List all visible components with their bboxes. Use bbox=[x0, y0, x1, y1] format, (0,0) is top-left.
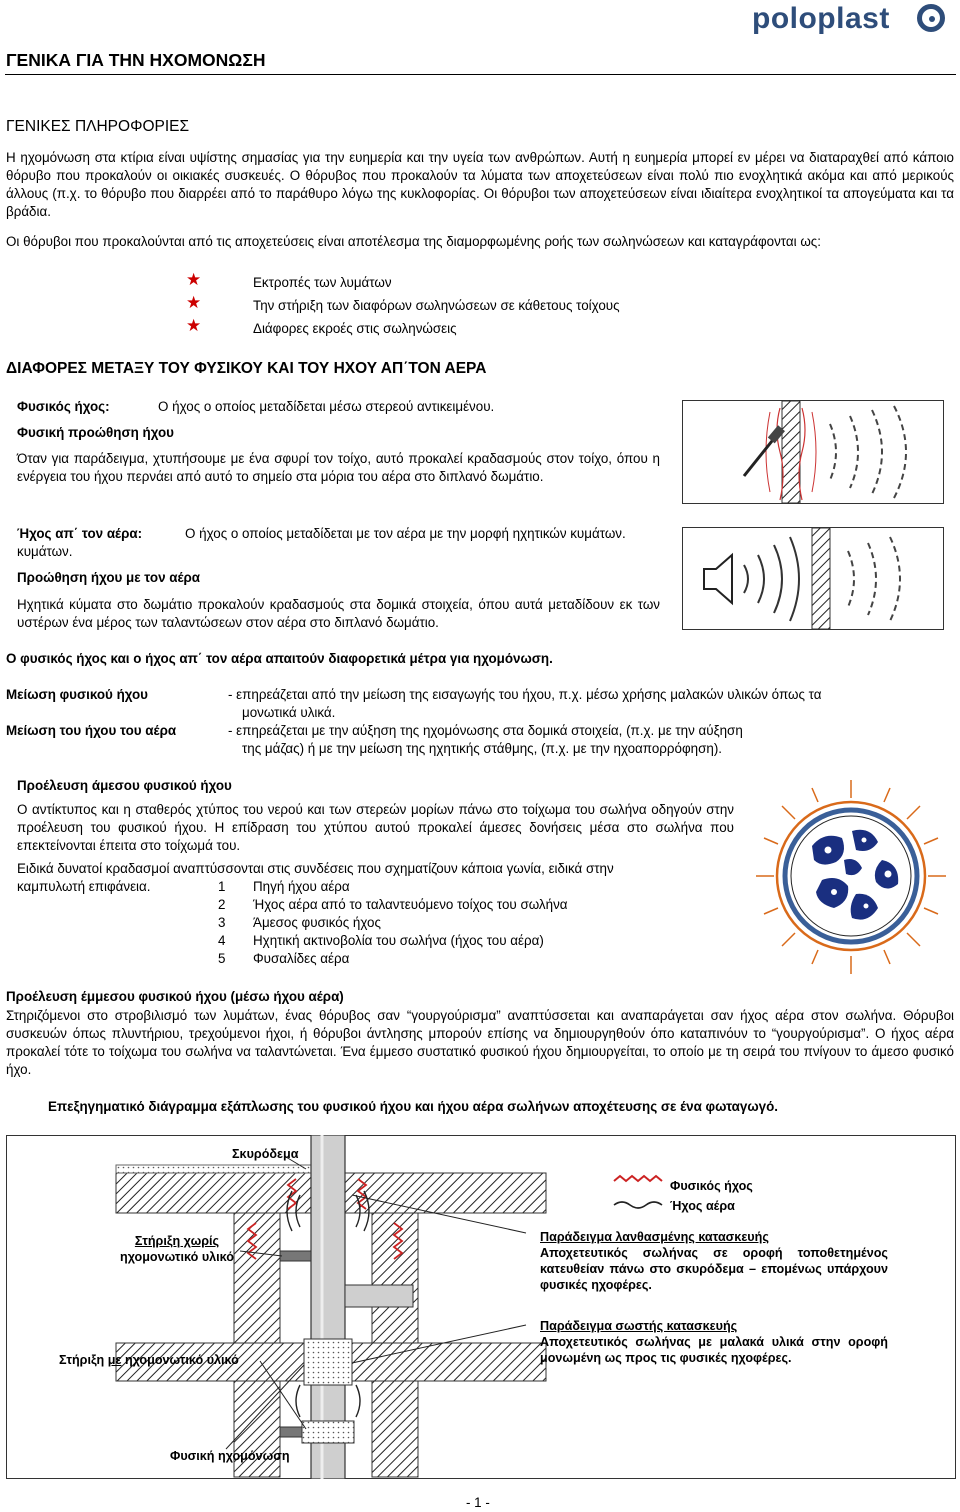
pipe-cross-section-figure bbox=[752, 776, 950, 978]
legend-structure-sound: Φυσικός ήχος bbox=[670, 1179, 753, 1193]
legend-text: Πηγή ήχου αέρα bbox=[253, 879, 350, 894]
direct-sound-paragraph-2-cont: καμπυλωτή επιφάνεια. bbox=[17, 879, 151, 894]
air-sound-label: Ήχος απ΄ τον αέρα: bbox=[17, 526, 143, 541]
brand-logo-icon bbox=[917, 4, 945, 32]
air-sound-figure bbox=[682, 527, 944, 630]
screed-label: Σκυρόδεμα bbox=[232, 1147, 299, 1161]
general-paragraph-1: Η ηχομόνωση στα κτίρια είναι υψίστης σημασίας για την ευημερία και την υγεία των ανθρώπων. Αυτή η ευημερία μπορεί εν μέρει να διαταραχθεί από κάποιο θόρυβο που προκαλούν οι οικιακές συσκευές. Ο θόρυβος που προκαλούν τα λύματα των αποχετεύσεων είναι πολύ πιο ενοχλητικά ακόμα και από μερικούς άλλους (π.χ. το θόρυβο που διαρρέει από το παράθυρο λόγω της κυκλοφορίας. Οι θόρυβοι των αποχετεύσεων είναι ιδιαίτερα ενοχλητικοί τα απογεύματα και τα βράδια. bbox=[6, 150, 954, 219]
structure-reduction-label: Μείωση φυσικού ήχου bbox=[6, 687, 148, 702]
bullet-item: Την στήριξη των διαφόρων σωληνώσεων σε κάθετους τοίχους bbox=[253, 298, 620, 313]
right-example-title: Παράδειγμα σωστής κατασκευής bbox=[540, 1319, 738, 1333]
differences-heading: ΔΙΑΦΟΡΕΣ ΜΕΤΑΞΥ ΤΟΥ ΦΥΣΙΚΟΥ ΚΑΙ ΤΟΥ ΗΧΟΥ ΑΠ΄ΤΟΝ ΑΕΡΑ bbox=[6, 360, 487, 377]
page-number: - 1 - bbox=[466, 1495, 490, 1510]
structure-sound-text: Όταν για παράδειγμα, χτυπήσουμε με ένα σφυρί τον τοίχο, αυτό προκαλεί κραδασμούς στον τοίχο, όπου η ενέργεια του ήχου περνάει από αυτό το σημείο στα μόρια του αέρα στο διπλανό δωμάτιο. bbox=[17, 451, 660, 484]
air-sound-definition-cont: κυμάτων. bbox=[17, 544, 73, 559]
wrong-example-title: Παράδειγμα λανθασμένης κατασκευής bbox=[540, 1230, 769, 1244]
air-reduction-text-cont: της μάζας) ή με την μείωση της ηχητικής στάθμης, (π.χ. με την ηχοαπορρόφηση). bbox=[242, 741, 722, 756]
bullet-item: Εκτροπές των λυμάτων bbox=[253, 275, 392, 290]
general-heading: ΓΕΝΙΚΕΣ ΠΛΗΡΟΦΟΡΙΕΣ bbox=[6, 118, 190, 135]
support-with-label-underlined: με bbox=[107, 1353, 122, 1367]
right-example-text: Αποχετευτικός σωλήνας με μαλακά υλικά στην οροφή μονωμένη ως προς τις φυσικές ηχοφέρες. bbox=[540, 1335, 888, 1365]
legend-text: Άμεσος φυσικός ήχος bbox=[253, 915, 381, 930]
diagram-caption: Επεξηγηματικό διάγραμμα εξάπλωσης του φυσικού ήχου και ήχου αέρα σωλήνων αποχέτευσης σε ένα φωταγωγό. bbox=[48, 1099, 779, 1114]
support-without-label bbox=[112, 1233, 242, 1265]
air-reduction-label: Μείωση του ήχου του αέρα bbox=[6, 723, 177, 738]
direct-sound-paragraph-2: Ειδικά δυνατοί κραδασμοί αναπτύσσονται στις συνδέσεις που σχηματίζουν κάποια γωνία, ειδικά στην bbox=[17, 861, 614, 876]
support-with-label bbox=[59, 1352, 239, 1368]
structure-reduction-text: - επηρεάζεται από την μείωση της εισαγωγής του ήχου, π.χ. μέσω χρήσης μαλακών υλικών όπως τα bbox=[228, 687, 822, 702]
header-divider bbox=[5, 74, 956, 75]
structure-sound-subheading: Φυσική προώθηση ήχου bbox=[17, 425, 174, 440]
air-sound-definition: Ο ήχος ο οποίος μεταδίδεται με τον αέρα με την μορφή ηχητικών κυμάτων. bbox=[185, 526, 626, 541]
legend-air-sound: Ήχος αέρα bbox=[670, 1199, 735, 1213]
support-with-label-1: Στήριξη bbox=[59, 1353, 105, 1367]
legend-number: 3 bbox=[218, 915, 226, 930]
general-paragraph-2: Οι θόρυβοι που προκαλούνται από τις αποχετεύσεις είναι αποτέλεσμα της διαμορφωμένης ροής των σωληνώσεων και καταγράφονται ως: bbox=[6, 234, 821, 249]
support-without-label-2: ηχομονωτικό υλικό bbox=[120, 1250, 234, 1264]
air-reduction-text: - επηρεάζεται με την αύξηση της ηχομόνωσης στα δομικά στοιχεία, (π.χ. με την αύξηση bbox=[228, 723, 743, 738]
differences-summary: Ο φυσικός ήχος και ο ήχος απ΄ τον αέρα απαιτούν διαφορετικά μέτρα για ηχομόνωση. bbox=[6, 651, 553, 666]
legend-text: Φυσαλίδες αέρα bbox=[253, 951, 350, 966]
structure-sound-definition: Ο ήχος ο οποίος μεταδίδεται μέσω στερεού αντικειμένου. bbox=[158, 399, 495, 414]
page-title: ΓΕΝΙΚΑ ΓΙΑ ΤΗΝ ΗΧΟΜΟΝΩΣΗ bbox=[6, 50, 266, 70]
direct-sound-heading: Προέλευση άμεσου φυσικού ήχου bbox=[17, 778, 232, 793]
structure-sound-figure bbox=[682, 400, 944, 504]
structure-reduction-text-cont: μονωτικά υλικά. bbox=[242, 705, 336, 720]
bullet-star-icon: ★ bbox=[186, 316, 202, 335]
bullet-star-icon: ★ bbox=[186, 293, 202, 312]
support-without-label-1: Στήριξη χωρίς bbox=[134, 1234, 220, 1248]
air-sound-subheading: Προώθηση ήχου με τον αέρα bbox=[17, 570, 201, 585]
support-with-label-2: ηχομονωτικό υλικό bbox=[124, 1353, 239, 1367]
direct-sound-paragraph: Ο αντίκτυπος και η σταθερός χτύπος του νερού και των στερεών μορίων πάνω στο τοίχωμα του σωλήνα οδηγούν στην προέλευση του φυσικού ήχου. Η επίδραση του χτύπου αυτού προκαλεί άμεσες δονήσεις μέσα στο σωλήνα που επεκτείνονται έπειτα στο τοίχωμά του. bbox=[17, 802, 734, 853]
legend-number: 5 bbox=[218, 951, 226, 966]
legend-number: 1 bbox=[218, 879, 226, 894]
physical-insulation-label: Φυσική ηχομόνωση bbox=[170, 1449, 290, 1463]
legend-number: 4 bbox=[218, 933, 226, 948]
legend-text: Ηχητική ακτινοβολία του σωλήνα (ήχος του αέρα) bbox=[253, 933, 544, 948]
wrong-example-text: Αποχετευτικός σωλήνας σε οροφή τοποθετημένος κατευθείαν πάνω στο σκυρόδεμα – επομένως υπάρχουν φυσικές ηχοφέρες. bbox=[540, 1246, 888, 1292]
brand-logo: poloplast bbox=[752, 2, 890, 35]
air-sound-text: Ηχητικά κύματα στο δωμάτιο προκαλούν κραδασμούς στα δομικά στοιχεία, όπου αυτά μεταδίδουν εκ των υστέρων ένα μέρος των ταλαντώσεων στον αέρα στο διπλανό δωμάτιο. bbox=[17, 597, 660, 630]
shaft-diagram-drawing bbox=[6, 1135, 956, 1479]
legend-number: 2 bbox=[218, 897, 226, 912]
bullet-star-icon: ★ bbox=[186, 270, 202, 289]
legend-text: Ήχος αέρα από το ταλαντευόμενο τοίχος του σωλήνα bbox=[253, 897, 568, 912]
bullet-item: Διάφορες εκροές στις σωληνώσεις bbox=[253, 321, 457, 336]
indirect-sound-heading: Προέλευση έμμεσου φυσικού ήχου (μέσω ήχου αέρα) bbox=[6, 989, 344, 1004]
indirect-sound-paragraph: Στηριζόμενοι στο στροβιλισμό των λυμάτων, ένας θόρυβος σαν “γουργούρισμα” αναπτύσσεται και αναπαράγεται σαν ήχος αέρα στον σωλήνα. Θόρυβοι συσκευών όπως πλυντήριου, τρεχούμενοι ήχοι, ή θόρυβοι άντλησης μπορούν επίσης να δημιουργηθούν όπο καταπινόυν το “γουργούρισμα”. Ο ήχος αέρα προκαλεί τότε το τοίχωμα του σωλήνα να ταλαντώνεται. Ένα έμμεσο συστατικό φυσικού ήχου δημιουργείται, το οποίο με τη σειρά του πνίγουν το άμεσο φυσικό ήχο. bbox=[6, 1008, 954, 1077]
structure-sound-label: Φυσικός ήχος: bbox=[17, 399, 110, 414]
